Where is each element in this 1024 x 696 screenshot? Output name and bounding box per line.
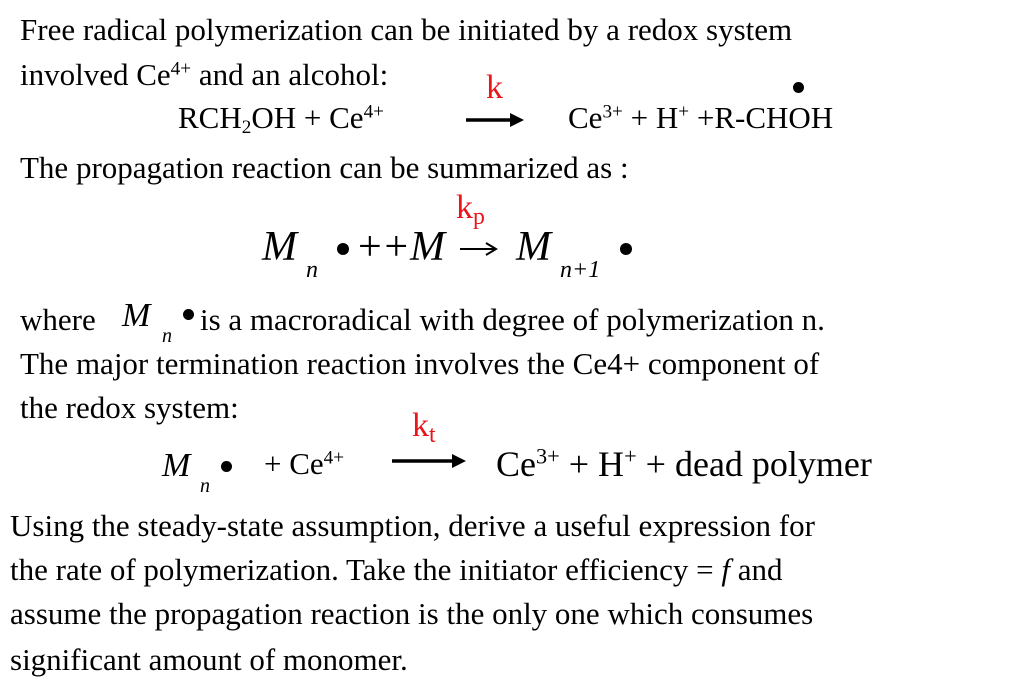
propagation-rate-constant (456, 189, 485, 230)
product-text: + dead polymer (636, 444, 872, 484)
rate-k: k (456, 189, 473, 226)
radical-dot (337, 243, 349, 255)
question-text: and (730, 552, 783, 587)
question-text: the rate of polymerization. Take the initiator efficiency = (10, 552, 722, 587)
subscript: 2 (241, 116, 252, 138)
termination-species-sub: n (200, 475, 210, 497)
reactant-text: + Ce (264, 446, 324, 481)
propagation-lhs-sub: n (306, 257, 318, 283)
charge-sup: 3+ (602, 101, 623, 123)
initiation-reactants (178, 100, 384, 136)
intro-line-2 (20, 57, 388, 93)
where-word: where (20, 302, 96, 337)
radical-dot (793, 82, 804, 93)
product-text: + H (559, 444, 625, 484)
intro-text: involved Ce (20, 57, 171, 92)
product-text: +R-CHOH (689, 100, 834, 135)
intro-text: and an alcohol: (191, 57, 389, 92)
initiation-products (568, 100, 833, 136)
propagation-monomer: ++M (358, 224, 446, 270)
where-sub: n (162, 325, 172, 347)
charge-sup: 4+ (363, 101, 384, 123)
product-text: + H (622, 100, 679, 135)
charge-sup: 4+ (323, 447, 345, 469)
rate-sub: p (473, 203, 485, 230)
propagation-intro: The propagation reaction can be summarized as : (20, 150, 629, 185)
product-text: Ce (496, 444, 536, 484)
initiation-arrow (466, 110, 524, 130)
propagation-rhs-sub: n+1 (560, 257, 601, 283)
rate-k: k (412, 407, 429, 444)
efficiency-symbol: f (721, 552, 731, 587)
propagation-lhs-species: M (262, 224, 297, 270)
reactant-text: RCH (178, 100, 242, 135)
charge-sup: + (678, 101, 690, 123)
question-line-1: Using the steady-state assumption, derive a useful expression for (10, 508, 815, 543)
termination-species: M (162, 447, 191, 484)
reactant-text: OH + Ce (251, 100, 364, 135)
charge-sup: + (624, 443, 637, 469)
termination-intro-line-2: the redox system: (20, 390, 239, 425)
termination-products (496, 444, 872, 484)
intro-line-1: Free radical polymerization can be initiated by a redox system (20, 12, 793, 47)
propagation-arrow (460, 240, 500, 258)
charge-sup: 3+ (536, 443, 560, 469)
rate-sub: t (429, 421, 436, 448)
question-line-3: assume the propagation reaction is the only one which consumes (10, 596, 814, 631)
question-line-2 (10, 552, 783, 588)
monomer-text: +M (381, 224, 446, 270)
termination-intro-line-1: The major termination reaction involves the Ce4+ component of (20, 346, 820, 381)
radical-dot (221, 461, 232, 472)
product-text: Ce (568, 100, 603, 135)
radical-dot (620, 243, 632, 255)
initiation-rate-constant: k (486, 69, 503, 106)
termination-ce4 (264, 446, 344, 482)
where-species: M (122, 297, 151, 334)
radical-dot (183, 309, 194, 320)
charge-sup: 4+ (170, 58, 192, 80)
termination-rate-constant (412, 407, 436, 448)
propagation-rhs-species: M (516, 224, 551, 270)
question-line-4: significant amount of monomer. (10, 642, 408, 677)
where-description: is a macroradical with degree of polymerization n. (200, 302, 825, 337)
termination-arrow (392, 452, 466, 470)
